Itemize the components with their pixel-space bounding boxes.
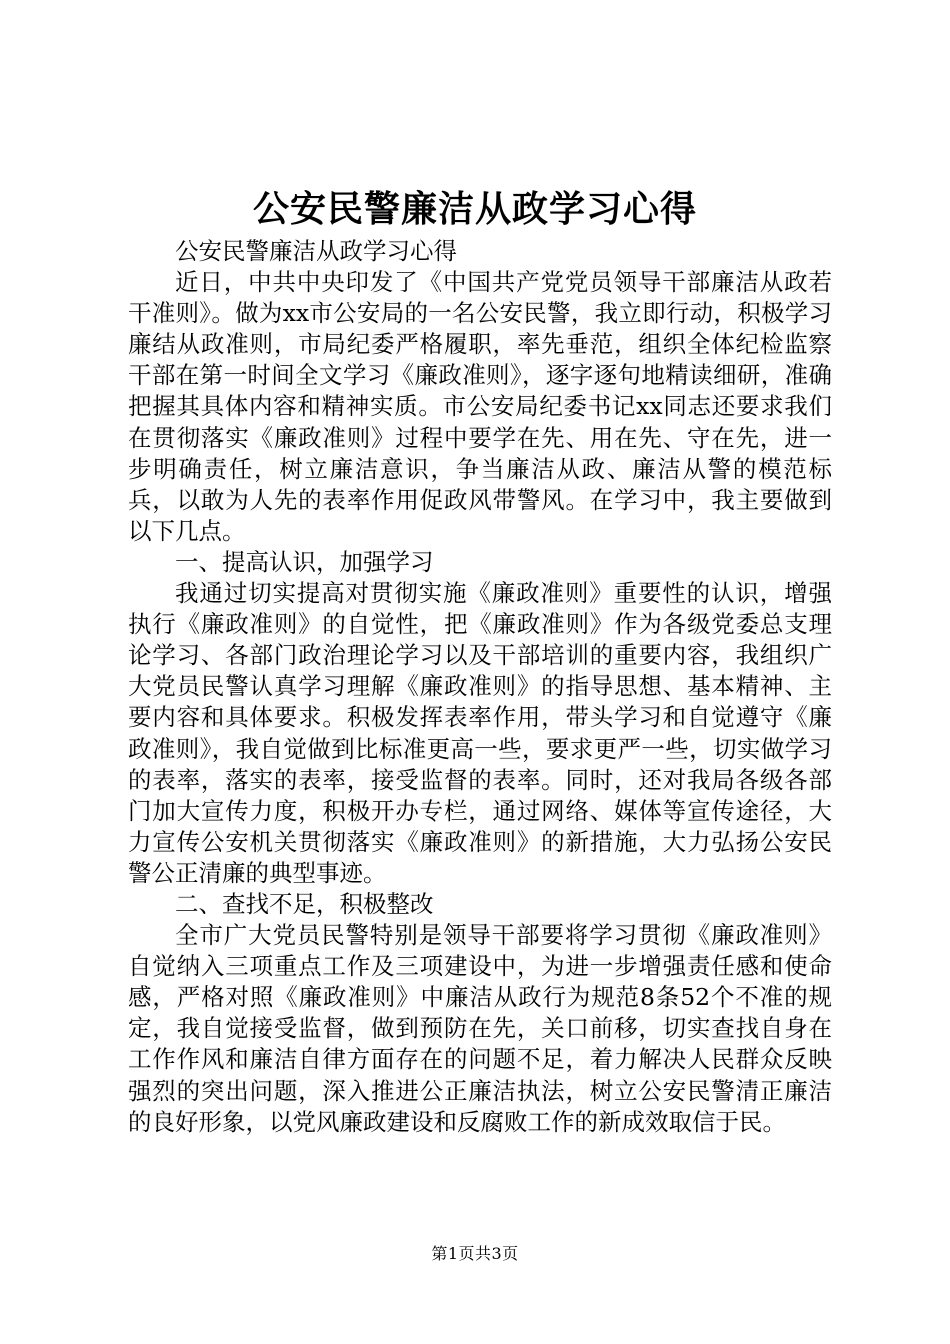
page-footer	[0, 1244, 950, 1264]
document-body	[128, 236, 832, 1138]
section-1-paragraph: 我通过切实提高对贯彻实施《廉政准则》重要性的认识，增强执行《廉政准则》的自觉性，把《廉政准则》作为各级党委总支理论学习、各部门政治理论学习以及干部培训的重要内容，我组织广大党员民警认真学习理解《廉政准则》的指导思想、基本精神、主要内容和具体要求。积极发挥表率作用，带头学习和自觉遵守《廉政准则》，我自觉做到比标准更高一些，要求更严一些，切实做学习的表率，落实的表率，接受监督的表率。同时，还对我局各级各部门加大宣传力度，积极开办专栏，通过网络、媒体等宣传途径，大力宣传公安机关贯彻落实《廉政准则》的新措施，大力弘扬公安民警公正清廉的典型事迹。	[128, 579, 832, 887]
document-title: 公安民警廉洁从政学习心得	[252, 189, 697, 230]
page-total: 共3页	[475, 1244, 519, 1263]
section-2-paragraph: 全市广大党员民警特别是领导干部要将学习贯彻《廉政准则》自觉纳入三项重点工作及三项建设中，为进一步增强责任感和使命感，严格对照《廉政准则》中廉洁从政行为规范8条52个不准的规定，我自觉接受监督，做到预防在先，关口前移，切实查找自身在工作作风和廉洁自律方面存在的问题不足，着力解决人民群众反映强烈的突出问题，深入推进公正廉洁执法，树立公安民警清正廉洁的良好形象，以党风廉政建设和反腐败工作的新成效取信于民。	[128, 921, 832, 1136]
subtitle-paragraph: 公安民警廉洁从政学习心得	[175, 237, 457, 265]
section-heading-2: 二、查找不足，积极整改	[175, 889, 434, 918]
page-number: 第1页	[431, 1244, 475, 1263]
section-heading-1: 一、提高认识，加强学习	[175, 547, 434, 576]
intro-paragraph: 近日，中共中央印发了《中国共产党党员领导干部廉洁从政若干准则》。做为xx市公安局的一名公安民警，我立即行动，积极学习廉结从政准则，市局纪委严格履职，率先垂范，组织全体纪检监察干部在第一时间全文学习《廉政准则》，逐字逐句地精读细研，准确把握其具体内容和精神实质。市公安局纪委书记xx同志还要求我们在贯彻落实《廉政准则》过程中要学在先、用在先、守在先，进一步明确责任，树立廉洁意识，争当廉洁从政、廉洁从警的模范标兵，以敢为人先的表率作用促政风带警风。在学习中，我主要做到以下几点。	[128, 268, 832, 545]
